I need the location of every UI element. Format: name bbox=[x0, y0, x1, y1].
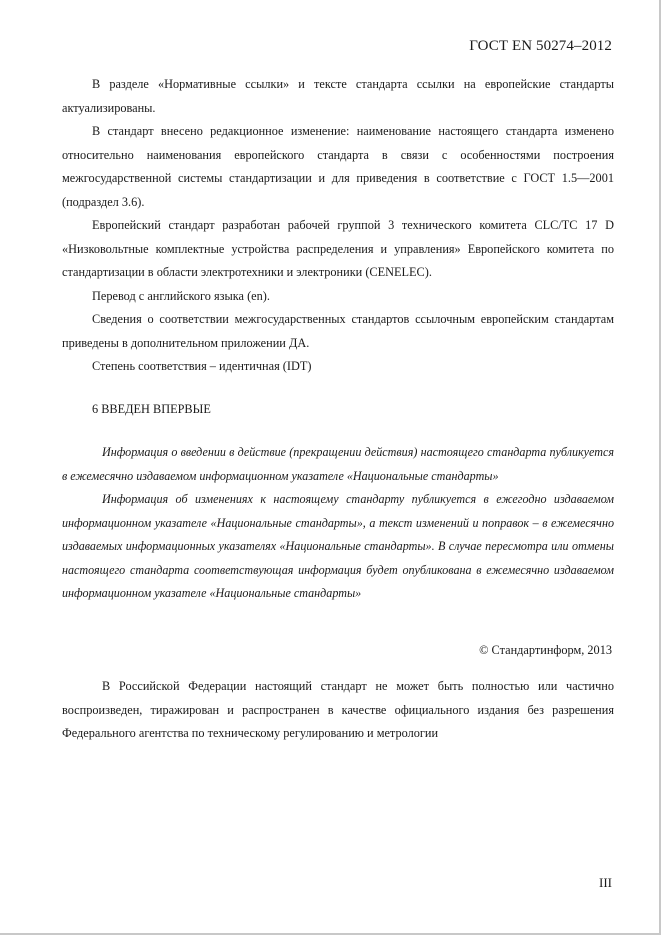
copyright-line: © Стандартинформ, 2013 bbox=[479, 643, 612, 657]
paragraph-references-updated: В разделе «Нормативные ссылки» и тексте стандарта ссылки на европейские стандарты актуализированы. bbox=[62, 77, 614, 115]
paragraph-conformity-degree: Степень соответствия – идентичная (IDT) bbox=[92, 359, 312, 373]
information-notice-block bbox=[62, 441, 614, 606]
paragraph-appendix-da: Сведения о соответствии межгосударственных стандартов ссылочным европейским стандартам приведены в дополнительном приложении ДА. bbox=[62, 312, 614, 350]
paragraph-developed-by: Европейский стандарт разработан рабочей группой 3 технического комитета CLC/TC 17 D «Низковольтные комплектные устройства распределения и управления» Европейского комитета по стандартизации в области электротехники и электроники (CENELEC). bbox=[62, 218, 614, 279]
standard-designation: ГОСТ EN 50274–2012 bbox=[469, 38, 612, 54]
preface-block bbox=[62, 73, 614, 379]
paragraph-editorial-change: В стандарт внесено редакционное изменение: наименование настоящего стандарта изменено относительно наименования европейского стандарта в связи с особенностями построения межгосударственной системы стандартизации и для приведения в соответствие с ГОСТ 1.5—2001 (подраздел 3.6). bbox=[62, 124, 614, 209]
section-introduced-first: 6 ВВЕДЕН ВПЕРВЫЕ bbox=[92, 402, 211, 416]
rights-paragraph: В Российской Федерации настоящий стандарт не может быть полностью или частично воспроизведен, тиражирован и распространен в качестве официального издания без разрешения Федерального агентства по техническому регулированию и метрологии bbox=[62, 679, 614, 740]
rights-notice bbox=[62, 675, 614, 746]
info-paragraph-enforcement: Информация о введении в действие (прекращении действия) настоящего стандарта публикуется в ежемесячно издаваемом информационном указателе «Национальные стандарты» bbox=[62, 445, 614, 483]
paragraph-translation: Перевод с английского языка (en). bbox=[92, 288, 270, 303]
page-number: III bbox=[599, 875, 612, 890]
info-paragraph-changes: Информация об изменениях к настоящему стандарту публикуется в ежегодно издаваемом информационном указателе «Национальные стандарты», а текст изменений и поправок – в ежемесячно издаваемых информационных указателях «Национальные стандарты». В случае пересмотра или отмены настоящего стандарта соответствующая информация будет опубликована в ежемесячно издаваемом информационном указателе «Национальные стандарты» bbox=[62, 492, 614, 600]
